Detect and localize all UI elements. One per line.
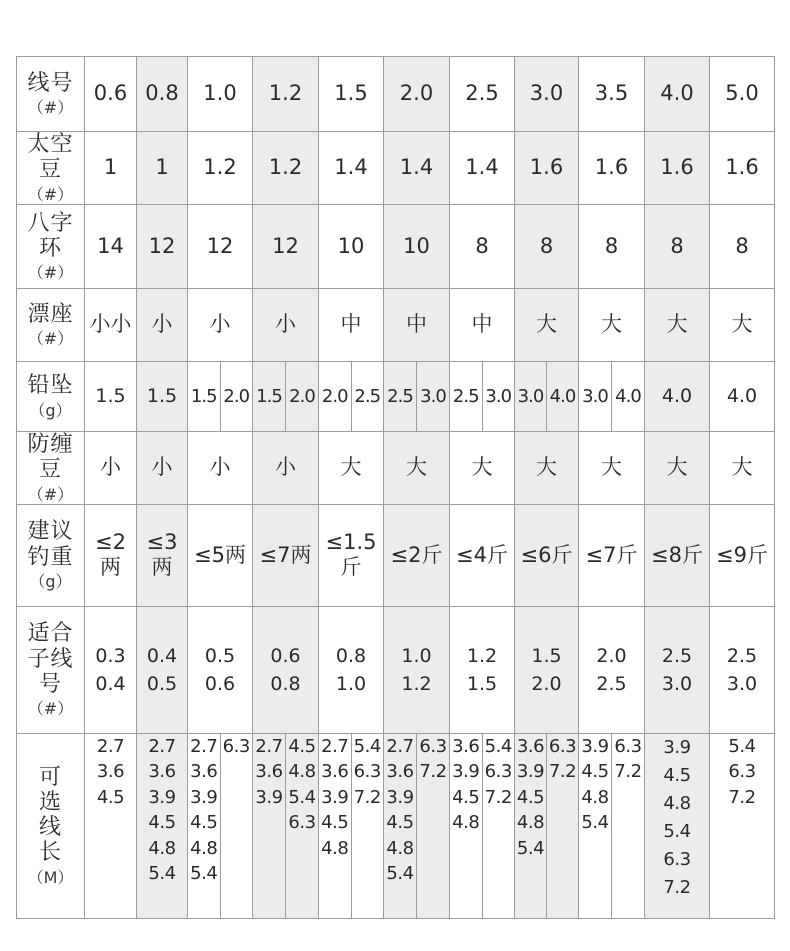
sub-value: 1.2 [401,672,432,695]
cell-ring: 14 [85,205,137,289]
cell-sinker [253,362,319,432]
length-value: 4.8 [663,792,691,814]
length-group [253,734,285,918]
sub-value: 0.6 [270,644,301,667]
length-value: 4.8 [452,812,480,834]
sinker-value: 2.0 [285,362,318,431]
length-value: 6.3 [728,761,756,783]
sub-value: 1.0 [401,644,432,667]
length-value: 5.4 [663,820,691,842]
length-value: 5.4 [581,812,609,834]
cell-line: 0.8 [137,57,188,132]
cell-tangle: 小 [137,432,188,505]
spec-table [16,56,775,919]
length-value: 4.8 [148,837,176,859]
cell-line: 0.6 [85,57,137,132]
length-value: 2.7 [255,735,283,757]
row-label-sinker [17,362,85,432]
length-value: 3.6 [452,735,480,757]
cell-weight: ≤4斤 [450,504,515,606]
row-label-ring [17,205,85,289]
cell-tangle: 大 [579,432,645,505]
cell-float: 大 [710,289,775,362]
cell-line: 2.5 [450,57,515,132]
length-group [450,734,482,918]
length-group [137,734,187,918]
cell-line: 1.0 [188,57,253,132]
sub-value: 0.8 [335,644,367,667]
length-value: 4.5 [148,812,176,834]
cell-length [450,733,515,918]
length-value: 4.8 [581,786,609,808]
length-group [416,733,449,918]
sinker-pair [515,362,578,431]
cell-float: 大 [515,289,579,362]
length-value: 5.4 [190,863,218,885]
cell-line: 1.5 [319,57,384,132]
row-label-text: 子线 [27,646,74,672]
sinker-pair [319,362,383,431]
length-value: 6.3 [288,812,316,834]
cell-float: 中 [384,289,450,362]
sinker-value: 3.0 [482,362,515,431]
length-group [220,733,253,918]
length-value: 2.7 [321,735,349,757]
cell-tangle: 小 [85,432,137,505]
cell-space: 1.4 [319,132,384,205]
length-value: 3.9 [581,735,609,757]
row-weight [17,504,775,606]
cell-weight: ≤1.5斤 [319,504,384,606]
length-value: 3.9 [386,786,414,808]
length-value: 4.5 [96,786,125,808]
length-value: 5.4 [386,863,414,885]
row-tangle [17,432,775,505]
length-group [579,734,611,918]
sinker-value: 3.0 [517,385,544,407]
cell-length [188,733,253,918]
length-value: 4.5 [190,812,218,834]
cell-sub [450,606,515,733]
sub-value: 1.2 [466,644,498,667]
sub-value: 3.0 [661,672,693,695]
row-unit: （#） [27,699,74,719]
length-value: 7.2 [728,786,756,808]
row-unit: （#） [27,98,74,118]
cell-sinker [450,362,515,432]
cell-float: 小 [253,289,319,362]
cell-space: 1.6 [515,132,579,205]
sub-value: 0.4 [146,644,178,667]
length-value: 7.2 [353,786,381,808]
length-value: 4.5 [516,786,545,808]
length-value: 3.6 [386,761,414,783]
length-value: 7.2 [419,761,447,783]
length-value: 6.3 [419,735,447,757]
row-label-space [17,132,85,205]
row-unit: （g） [29,571,72,591]
length-value: 3.9 [452,761,480,783]
length-value: 2.7 [190,735,218,757]
row-label-text: 铅坠 [27,373,74,399]
length-value: 3.9 [148,786,176,808]
length-value: 3.6 [255,761,283,783]
cell-space: 1.2 [253,132,319,205]
length-value: 4.8 [288,761,316,783]
row-label-text: 八字环 [27,210,74,261]
sub-value: 0.5 [204,644,236,667]
length-group [384,734,416,918]
cell-sub [253,606,319,733]
sinker-value: 2.5 [351,362,384,431]
sinker-pair [450,362,514,431]
sub-value: 2.5 [726,644,758,667]
cell-ring: 10 [319,205,384,289]
sinker-pair [253,362,318,431]
cell-space: 1.6 [710,132,775,205]
cell-ring: 12 [253,205,319,289]
length-value: 7.2 [614,761,642,783]
cell-length [645,733,710,918]
cell-sub [319,606,384,733]
length-group [546,733,578,918]
cell-sinker: 4.0 [710,362,775,432]
row-length [17,733,775,918]
length-value: 4.5 [581,761,609,783]
length-value: 3.9 [516,761,545,783]
row-unit: （#） [27,184,74,204]
cell-sinker [579,362,645,432]
cell-ring: 12 [188,205,253,289]
cell-line: 1.2 [253,57,319,132]
length-group [645,734,709,918]
row-label-text: 线 [38,815,62,841]
sinker-value: 3.0 [416,362,449,431]
cell-space: 1.6 [579,132,645,205]
length-value: 5.4 [353,735,381,757]
length-value: 6.3 [614,735,642,757]
row-space [17,132,775,205]
cell-tangle: 大 [384,432,450,505]
cell-line: 3.0 [515,57,579,132]
length-value: 6.3 [353,761,381,783]
length-value: 5.4 [728,735,756,757]
cell-space: 1.2 [188,132,253,205]
cell-sub [710,606,775,733]
cell-ring: 10 [384,205,450,289]
cell-ring: 8 [710,205,775,289]
cell-sinker: 1.5 [137,362,188,432]
cell-tangle: 小 [188,432,253,505]
length-value: 6.3 [663,848,691,870]
cell-length [384,733,450,918]
sinker-pair [384,362,449,431]
cell-sub [645,606,710,733]
sub-value: 0.8 [270,672,301,695]
sub-value: 1.5 [466,672,498,695]
row-label-text: 适合 [27,621,74,647]
length-value: 7.2 [548,761,577,783]
row-label-text: 建议 [27,519,74,545]
cell-length [579,733,645,918]
length-value: 2.7 [148,735,176,757]
cell-sinker [384,362,450,432]
cell-length [85,733,137,918]
cell-length [253,733,319,918]
sub-value: 2.5 [596,672,627,695]
length-value: 3.6 [190,761,218,783]
cell-ring: 8 [579,205,645,289]
cell-weight: ≤5两 [188,504,253,606]
cell-length [515,733,579,918]
length-value: 3.9 [663,736,691,758]
row-label-text: 可 [38,764,62,790]
row-unit: （M） [27,867,74,887]
row-label-text: 线号 [27,70,74,96]
cell-sub [188,606,253,733]
cell-float: 中 [450,289,515,362]
cell-weight: ≤7两 [253,504,319,606]
cell-weight: ≤2斤 [384,504,450,606]
sinker-value: 4.0 [546,362,578,431]
length-value: 3.6 [516,735,545,757]
row-label-text: 长 [38,840,62,866]
row-label-text: 漂座 [27,301,74,327]
sub-value: 2.0 [531,672,562,695]
cell-weight: ≤8斤 [645,504,710,606]
row-label-text: 太空豆 [27,132,74,183]
length-value: 5.4 [148,863,176,885]
sub-value: 0.4 [95,672,126,695]
row-label-sub [17,606,85,733]
cell-tangle: 大 [710,432,775,505]
row-label-text: 号 [38,671,62,697]
length-group [85,734,136,918]
cell-float: 小小 [85,289,137,362]
cell-space: 1.6 [645,132,710,205]
sub-value: 0.6 [204,672,236,695]
cell-ring: 8 [450,205,515,289]
sinker-pair [188,362,252,431]
length-value: 4.5 [663,764,691,786]
sinker-value: 2.0 [220,362,253,431]
cell-sinker [515,362,579,432]
row-unit: （#） [27,263,74,283]
length-value: 3.6 [96,761,125,783]
sub-value: 0.3 [95,644,126,667]
length-group [319,734,351,918]
cell-ring: 8 [645,205,710,289]
cell-space: 1 [137,132,188,205]
length-value: 2.7 [386,735,414,757]
sinker-value: 3.0 [582,385,608,407]
cell-float: 大 [645,289,710,362]
cell-tangle: 小 [253,432,319,505]
length-group [611,733,644,918]
sinker-pair [579,362,644,431]
length-value: 4.8 [190,837,218,859]
sub-value: 0.5 [146,672,178,695]
cell-sinker [319,362,384,432]
row-sinker [17,362,775,432]
sinker-value: 1.5 [190,385,217,407]
cell-tangle: 大 [319,432,384,505]
length-value: 2.7 [96,735,125,757]
cell-tangle: 大 [515,432,579,505]
cell-space: 1.4 [450,132,515,205]
length-group [482,733,515,918]
cell-ring: 8 [515,205,579,289]
length-value: 4.8 [386,837,414,859]
cell-float: 小 [188,289,253,362]
cell-space: 1 [85,132,137,205]
row-sub [17,606,775,733]
cell-tangle: 大 [450,432,515,505]
cell-line: 4.0 [645,57,710,132]
length-group [515,734,546,918]
row-unit: （#） [27,484,74,504]
sinker-value: 2.5 [387,385,413,407]
cell-tangle: 大 [645,432,710,505]
length-value: 4.5 [386,812,414,834]
cell-length [319,733,384,918]
cell-sinker: 1.5 [85,362,137,432]
length-group [188,734,220,918]
cell-weight: ≤3两 [137,504,188,606]
row-unit: （g） [29,400,72,420]
length-value: 7.2 [663,876,691,898]
cell-sinker: 4.0 [645,362,710,432]
row-unit: （#） [27,329,74,349]
length-value: 4.5 [321,812,349,834]
row-label-weight [17,504,85,606]
length-group [285,733,318,918]
length-value: 3.9 [255,786,283,808]
length-value: 4.5 [288,735,316,757]
cell-length [710,733,775,918]
cell-float: 小 [137,289,188,362]
length-value: 7.2 [484,786,512,808]
row-float [17,289,775,362]
cell-weight: ≤2两 [85,504,137,606]
row-label-text: 防缠豆 [27,432,74,483]
sub-value: 1.0 [335,672,367,695]
length-value: 4.8 [321,837,349,859]
length-group [710,734,774,918]
length-value: 3.6 [148,761,176,783]
row-label-text: 钓重 [27,544,74,570]
row-label-text: 选 [38,789,62,815]
cell-weight: ≤6斤 [515,504,579,606]
cell-sub [515,606,579,733]
row-label-length [17,733,85,918]
length-value: 6.3 [548,735,577,757]
row-label-float [17,289,85,362]
sinker-value: 2.5 [452,385,479,407]
cell-sub [579,606,645,733]
length-value: 3.9 [321,786,349,808]
cell-sub [137,606,188,733]
sub-value: 2.5 [661,644,693,667]
cell-sinker [188,362,253,432]
cell-float: 大 [579,289,645,362]
cell-ring: 12 [137,205,188,289]
cell-sub [85,606,137,733]
length-value: 4.5 [452,786,480,808]
length-value: 5.4 [288,786,316,808]
sinker-value: 2.0 [321,385,348,407]
cell-line: 5.0 [710,57,775,132]
sub-value: 3.0 [726,672,758,695]
length-value: 3.6 [321,761,349,783]
cell-length [137,733,188,918]
row-line [17,57,775,132]
row-ring [17,205,775,289]
sub-value: 1.5 [531,644,562,667]
row-label-tangle [17,432,85,505]
cell-line: 2.0 [384,57,450,132]
sub-value: 2.0 [596,644,627,667]
cell-sub [384,606,450,733]
row-label-line [17,57,85,132]
length-value: 3.9 [190,786,218,808]
cell-line: 3.5 [579,57,645,132]
length-value: 6.3 [222,735,250,757]
cell-weight: ≤9斤 [710,504,775,606]
sinker-value: 4.0 [611,362,644,431]
cell-weight: ≤7斤 [579,504,645,606]
cell-float: 中 [319,289,384,362]
length-value: 6.3 [484,761,512,783]
length-value: 5.4 [516,837,545,859]
cell-space: 1.4 [384,132,450,205]
length-group [351,733,384,918]
length-value: 5.4 [484,735,512,757]
sinker-value: 1.5 [256,385,282,407]
length-value: 4.8 [516,812,545,834]
